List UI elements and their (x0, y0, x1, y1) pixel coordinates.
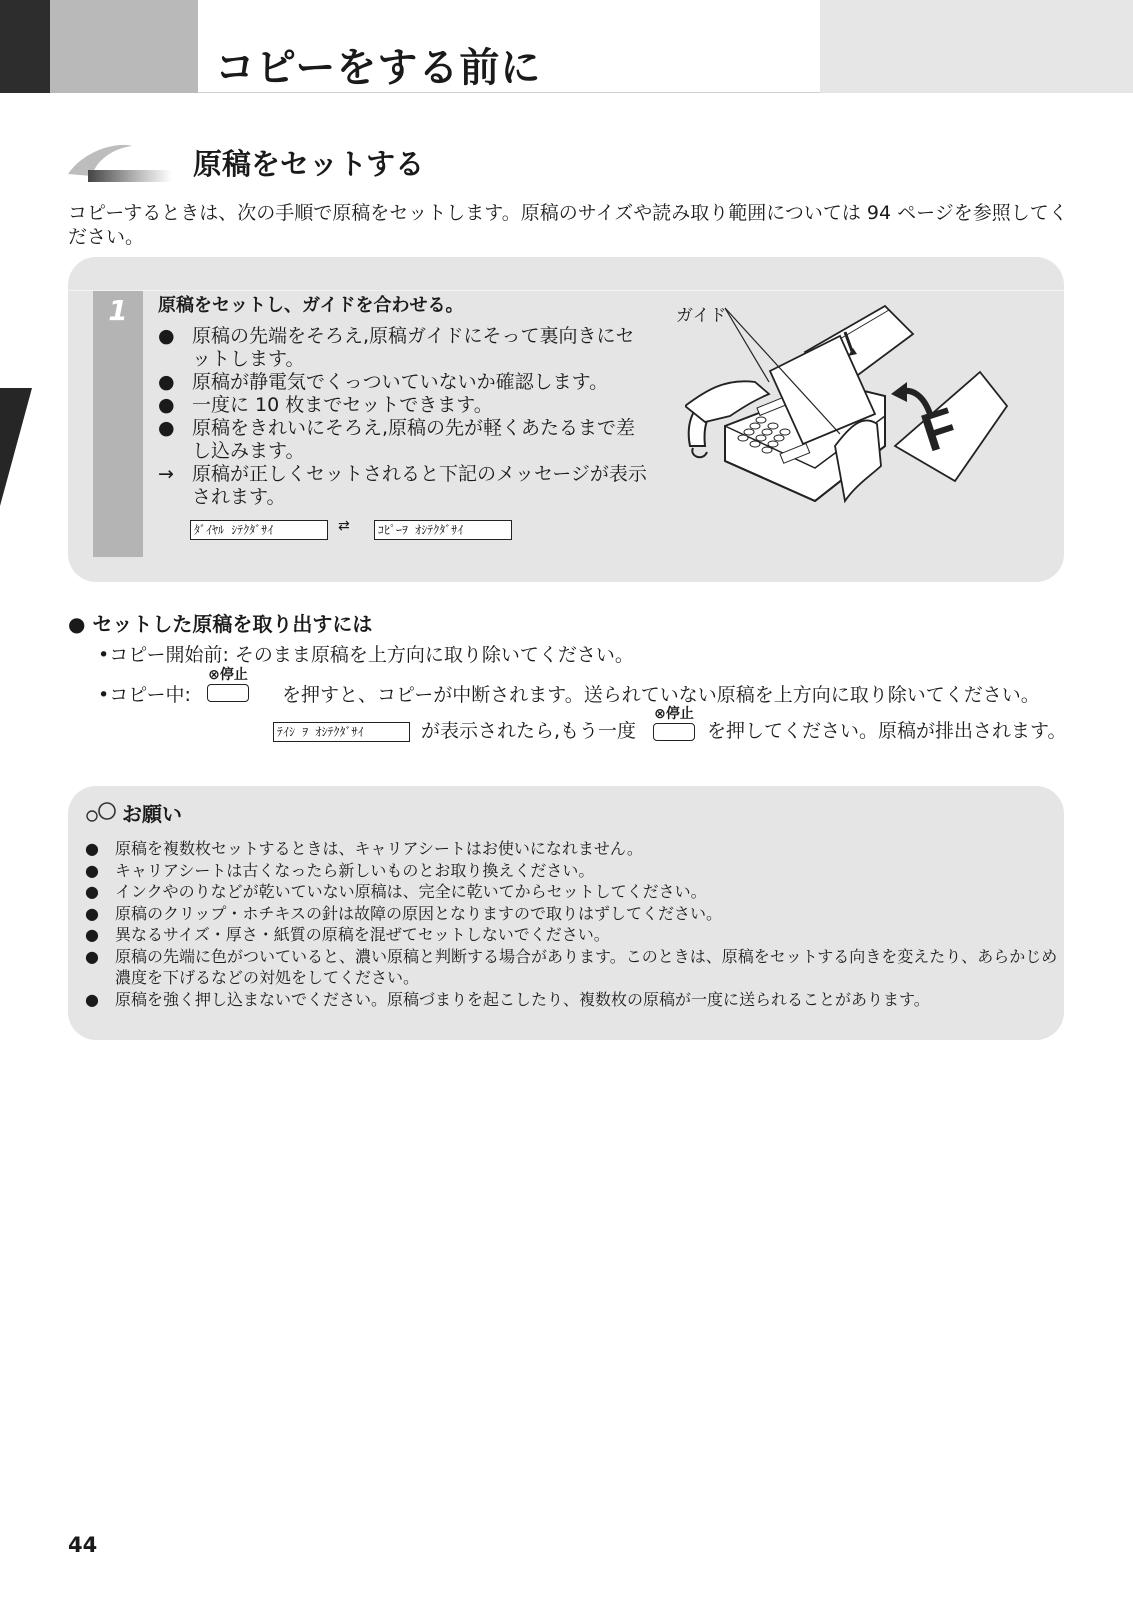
list-item (158, 371, 648, 394)
chapter-side-tab (0, 388, 32, 506)
stop-key-box (653, 723, 695, 741)
header-divider (198, 92, 820, 93)
page-title: コピーをする前に (215, 45, 542, 91)
step-panel-divider (68, 290, 1064, 291)
header-light-block (820, 0, 1133, 93)
list-item-text: キャリアシートは古くなったら新しいものとお取り換えください。 (115, 860, 595, 880)
list-item-text: 原稿の先端に色がついていると、濃い原稿と判断する場合があります。このときは、原稿をセットする向きを変えたり、あらかじめ濃度を下げるなどの対処をしてください。 (115, 946, 1058, 987)
section-swoosh-icon (68, 140, 172, 186)
list-item-text: 異なるサイズ・厚さ・紙質の原稿を混ぜてセットしないでください。 (115, 925, 610, 944)
list-item (158, 417, 648, 463)
list-item (158, 394, 648, 417)
bullet-mark: ● (158, 325, 175, 347)
arrow-mark: → (158, 463, 174, 485)
list-item-text: 原稿を強く押し込まないでください。原稿づまりを起こしたり、複数枚の原稿が一度に送られることがあります。 (115, 989, 930, 1009)
swap-arrows-icon: ⇄ (338, 518, 350, 534)
step-number: 1 (108, 294, 128, 327)
bullet-mark: ● (85, 860, 99, 880)
list-item-text: 原稿をきれいにそろえ,原稿の先が軽くあたるまで差し込みます。 (192, 417, 636, 462)
bullet-mark: ● (85, 989, 99, 1009)
list-item (85, 989, 1060, 1011)
list-item-text: 一度に 10 枚までセットできます。 (192, 394, 493, 416)
list-item (85, 860, 1060, 882)
list-item (158, 325, 648, 371)
stop-key-label: ⊗停止 (654, 706, 694, 722)
stop-key (205, 667, 251, 703)
bullet-mark: ● (85, 882, 99, 901)
list-item (85, 946, 1060, 989)
bullet-mark: ● (85, 903, 99, 923)
step-instructions (158, 325, 648, 509)
bullet-mark: ● (158, 417, 175, 439)
remove-during-copy-text: を押すと、コピーが中断されます。送られていない原稿を上方向に取り除いてください。 (282, 684, 1040, 706)
list-item (158, 463, 648, 509)
list-item-text: 原稿の先端をそろえ,原稿ガイドにそって裏向きにセットします。 (192, 325, 635, 370)
step-number-bar (93, 291, 143, 557)
bullet-mark: ● (85, 839, 99, 858)
bullet-mark: ● (158, 394, 175, 416)
list-item (85, 924, 1060, 946)
list-item-text: 原稿のクリップ・ホチキスの針は故障の原因となりますので取りはずしてください。 (115, 903, 723, 923)
step-title: 原稿をセットし、ガイドを合わせる。 (158, 295, 464, 316)
list-item (85, 838, 1060, 860)
list-item-text: 原稿を複数枚セットするときは、キャリアシートはお使いになれません。 (115, 839, 643, 858)
header-dark-block (0, 0, 50, 93)
paper-letter: F (914, 396, 965, 464)
stop-key (651, 706, 697, 742)
note-list (85, 838, 1060, 1010)
note-title: お願い (122, 802, 182, 826)
remove-during-copy-label: •コピー中: (98, 684, 191, 706)
lcd-display-stop: ﾃｲｼ ｦ ｵｼﾃｸﾀﾞｻｲ (273, 722, 410, 742)
remove-before-copy-text: •コピー開始前: そのまま原稿を上方向に取り除いてください。 (98, 644, 634, 666)
section-title: 原稿をセットする (193, 147, 425, 181)
list-item (85, 881, 1060, 903)
remove-eject-text: を押してください。原稿が排出されます。 (707, 720, 1067, 742)
guide-label: ガイド (676, 306, 727, 326)
lcd-display-dial: ﾀﾞｲﾔﾙ ｼﾃｸﾀﾞｻｲ (190, 520, 328, 540)
remove-repeat-text: が表示されたら,もう一度 (421, 720, 637, 742)
intro-text: コピーするときは、次の手順で原稿をセットします。原稿のサイズや読み取り範囲については 94 ページを参照してください。 (68, 202, 1068, 248)
stop-key-box (207, 684, 249, 702)
remove-section-title: ● セットした原稿を取り出すには (68, 612, 373, 636)
list-item-text: インクやのりなどが乾いていない原稿は、完全に乾いてからセットしてください。 (115, 882, 707, 901)
bullet-mark: ● (85, 946, 99, 966)
list-item-text: 原稿が静電気でくっついていないか確認します。 (192, 371, 609, 393)
note-circles-icon (85, 802, 121, 824)
header-grey-block (50, 0, 198, 93)
bullet-mark: ● (85, 925, 99, 944)
fax-illustration (685, 296, 1045, 521)
list-item (85, 903, 1060, 925)
page-number: 44 (68, 1533, 98, 1557)
stop-key-label: ⊗停止 (208, 667, 248, 683)
list-item-text: 原稿が正しくセットされると下記のメッセージが表示されます。 (192, 463, 647, 508)
lcd-display-copy: ｺﾋﾟｰｦ ｵｼﾃｸﾀﾞｻｲ (374, 520, 512, 540)
bullet-mark: ● (158, 371, 175, 393)
